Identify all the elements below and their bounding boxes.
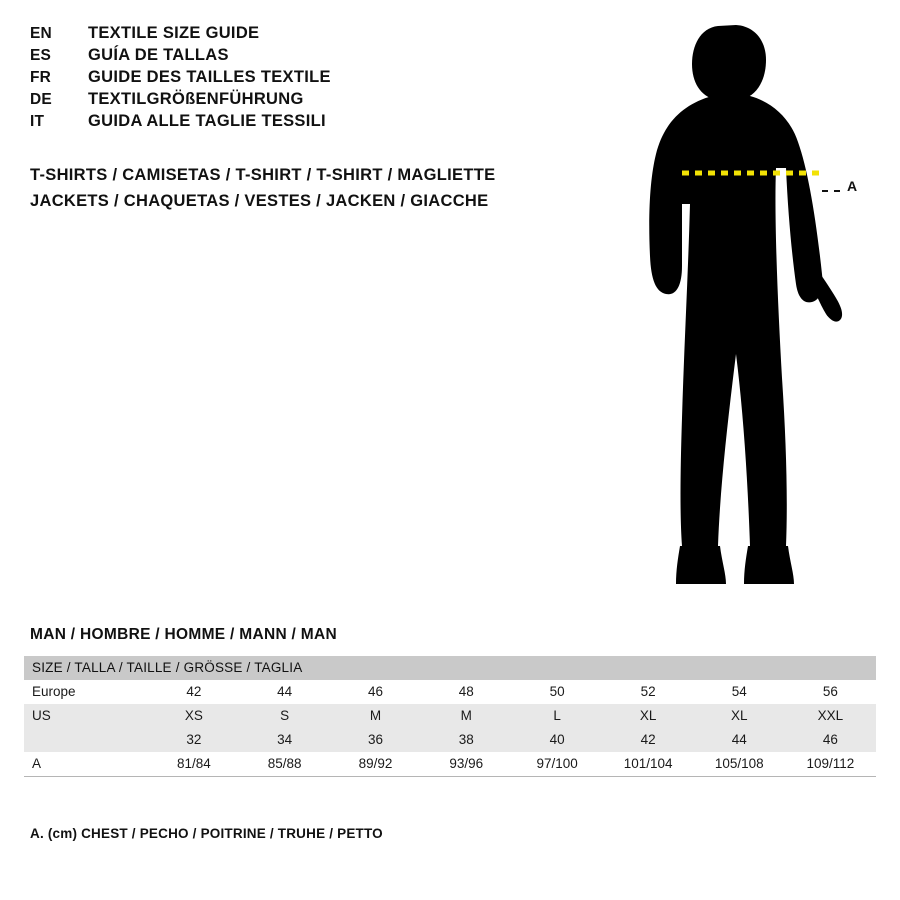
language-row (30, 24, 590, 43)
table-cell: 109/112 (785, 752, 876, 777)
table-cell: 44 (277, 684, 293, 699)
category-jackets: JACKETS / CHAQUETAS / VESTES / JACKEN / GIACCHE (30, 192, 489, 210)
callout-label-a: A (847, 178, 858, 194)
language-title: GUIDA ALLE TAGLIE TESSILI (88, 112, 326, 130)
table-row (24, 728, 876, 752)
man-silhouette-icon (600, 18, 890, 608)
table-cell: 89/92 (330, 752, 421, 777)
table-cell: S (280, 708, 290, 723)
table-cell: XL (639, 708, 657, 723)
table-cell: 32 (186, 732, 202, 747)
language-header-block (30, 24, 590, 134)
table-header-row (24, 656, 876, 680)
category-tshirts: T-SHIRTS / CAMISETAS / T-SHIRT / T-SHIRT / MAGLIETTE (30, 166, 496, 184)
garment-category-block (30, 166, 495, 218)
body-figure (600, 18, 890, 608)
table-cell: 38 (458, 732, 474, 747)
table-header-label: SIZE / TALLA / TAILLE / GRÖSSE / TAGLIA (32, 660, 303, 675)
language-code: EN (30, 25, 52, 42)
table-cell: 42 (186, 684, 202, 699)
table-cell: XL (731, 708, 748, 723)
table-cell: 40 (549, 732, 565, 747)
row-label-a: A (24, 752, 148, 777)
language-row (30, 46, 590, 65)
language-row (30, 112, 590, 131)
language-code: IT (30, 113, 45, 130)
table-cell: 56 (822, 684, 838, 699)
table-cell: 42 (640, 732, 656, 747)
table-cell: 93/96 (421, 752, 512, 777)
language-code: FR (30, 69, 52, 86)
language-title: GUIDE DES TAILLES TEXTILE (88, 68, 331, 86)
callout-leader-line (822, 190, 840, 192)
language-code: DE (30, 91, 52, 108)
table-cell: L (553, 708, 561, 723)
table-cell: M (460, 708, 472, 723)
language-code: ES (30, 47, 52, 64)
table-cell: 52 (640, 684, 656, 699)
table-cell: 97/100 (512, 752, 603, 777)
table-cell: XS (184, 708, 203, 723)
table-footnote: A. (cm) CHEST / PECHO / POITRINE / TRUHE / PETTO (30, 826, 383, 841)
table-cell: 50 (549, 684, 565, 699)
table-row (24, 680, 876, 704)
table-cell: 54 (731, 684, 747, 699)
language-title: TEXTILE SIZE GUIDE (88, 24, 260, 42)
table-cell: M (369, 708, 382, 723)
table-cell: 34 (277, 732, 293, 747)
language-title: GUÍA DE TALLAS (88, 46, 229, 64)
table-cell: 85/88 (239, 752, 330, 777)
table-cell: 46 (822, 732, 838, 747)
language-row (30, 90, 590, 109)
table-cell: 105/108 (694, 752, 785, 777)
row-label-us-numeric (24, 728, 148, 752)
row-label-us: US (32, 708, 51, 723)
table-cell: 48 (458, 684, 474, 699)
table-cell: 44 (731, 732, 747, 747)
table-row (24, 752, 876, 777)
table-cell: 36 (367, 732, 383, 747)
table-row (24, 704, 876, 728)
language-row (30, 68, 590, 87)
language-title: TEXTILGRÖßENFÜHRUNG (88, 90, 304, 108)
group-title-man: MAN / HOMBRE / HOMME / MANN / MAN (30, 626, 337, 643)
table-cell: 101/104 (603, 752, 694, 777)
table-cell: XXL (817, 708, 844, 723)
table-cell: 81/84 (148, 752, 239, 777)
size-table (24, 656, 876, 777)
row-label-europe: Europe (32, 684, 76, 699)
table-cell: 46 (367, 684, 383, 699)
